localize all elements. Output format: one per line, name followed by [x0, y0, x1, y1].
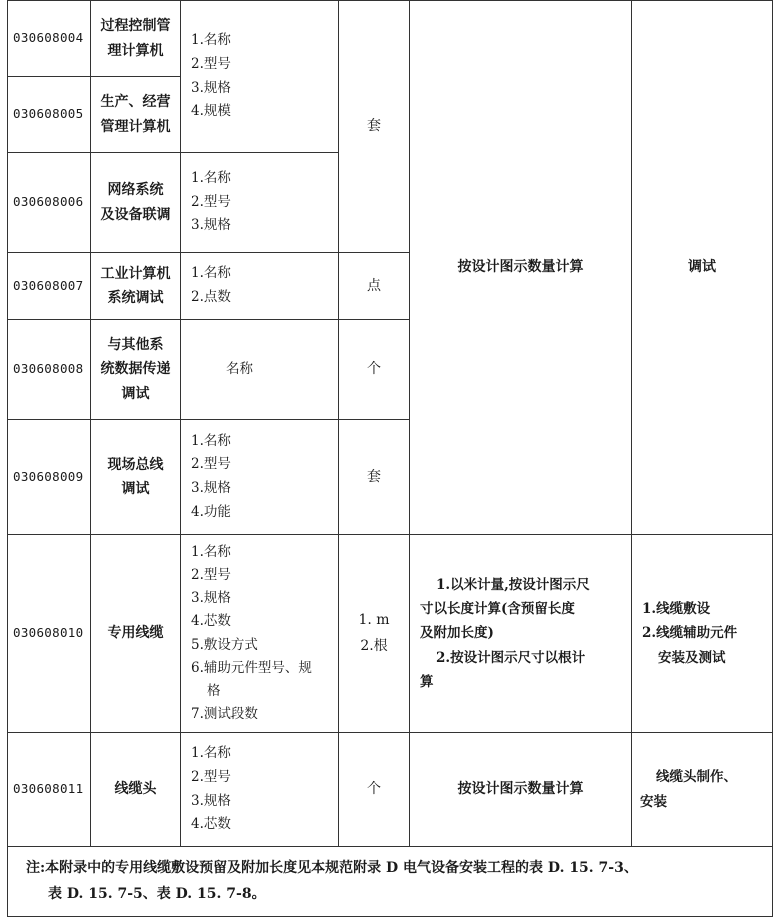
work-content: 线缆头制作、 安装: [632, 733, 773, 847]
item-name: 网络系统 及设备联调: [91, 153, 181, 253]
item-unit: 套: [339, 1, 410, 253]
item-unit: 1. m 2.根: [339, 535, 410, 733]
table-row: [8, 733, 773, 847]
item-name: 工业计算机 系统调试: [91, 253, 181, 320]
item-features: 名称: [181, 320, 339, 420]
table-row: [8, 535, 773, 733]
item-features: 1.名称 2.型号 3.规格 4.功能: [181, 420, 339, 535]
measurement-rule: 按设计图示数量计算: [410, 733, 632, 847]
item-features: 1.名称 2.型号 3.规格 4.规模: [181, 1, 339, 153]
item-features: 1.名称 2.型号 3.规格: [181, 153, 339, 253]
bill-of-quantities-table: [7, 0, 773, 917]
item-unit: 套: [339, 420, 410, 535]
item-code: 030608010: [8, 535, 91, 733]
item-code: 030608006: [8, 153, 91, 253]
item-name: 与其他系 统数据传递 调试: [91, 320, 181, 420]
item-code: 030608004: [8, 1, 91, 77]
item-name: 专用线缆: [91, 535, 181, 733]
item-code: 030608008: [8, 320, 91, 420]
item-code: 030608005: [8, 77, 91, 153]
measurement-rule: 1.以米计量,按设计图示尺 寸以长度计算(含预留长度 及附加长度) 2.按设计图示尺寸以根计 算: [410, 535, 632, 733]
work-content: 调试: [632, 1, 773, 535]
item-unit: 个: [339, 733, 410, 847]
footnote: 注:本附录中的专用线缆敷设预留及附加长度见本规范附录 D 电气设备安装工程的表 D. 15. 7-3、 表 D. 15. 7-5、表 D. 15. 7-8。: [8, 847, 773, 917]
item-features: 1.名称 2.型号 3.规格 4.芯数 5.敷设方式 6.辅助元件型号、规 格 7.测试段数: [181, 535, 339, 733]
item-code: 030608009: [8, 420, 91, 535]
item-name: 线缆头: [91, 733, 181, 847]
item-features: 1.名称 2.点数: [181, 253, 339, 320]
item-name: 过程控制管 理计算机: [91, 1, 181, 77]
work-content: 1.线缆敷设 2.线缆辅助元件 安装及测试: [632, 535, 773, 733]
item-unit: 点: [339, 253, 410, 320]
item-code: 030608011: [8, 733, 91, 847]
note-row: [8, 847, 773, 917]
item-name: 生产、经营 管理计算机: [91, 77, 181, 153]
measurement-rule: 按设计图示数量计算: [410, 1, 632, 535]
item-name: 现场总线 调试: [91, 420, 181, 535]
item-code: 030608007: [8, 253, 91, 320]
item-features: 1.名称 2.型号 3.规格 4.芯数: [181, 733, 339, 847]
item-unit: 个: [339, 320, 410, 420]
table-row: [8, 1, 773, 77]
